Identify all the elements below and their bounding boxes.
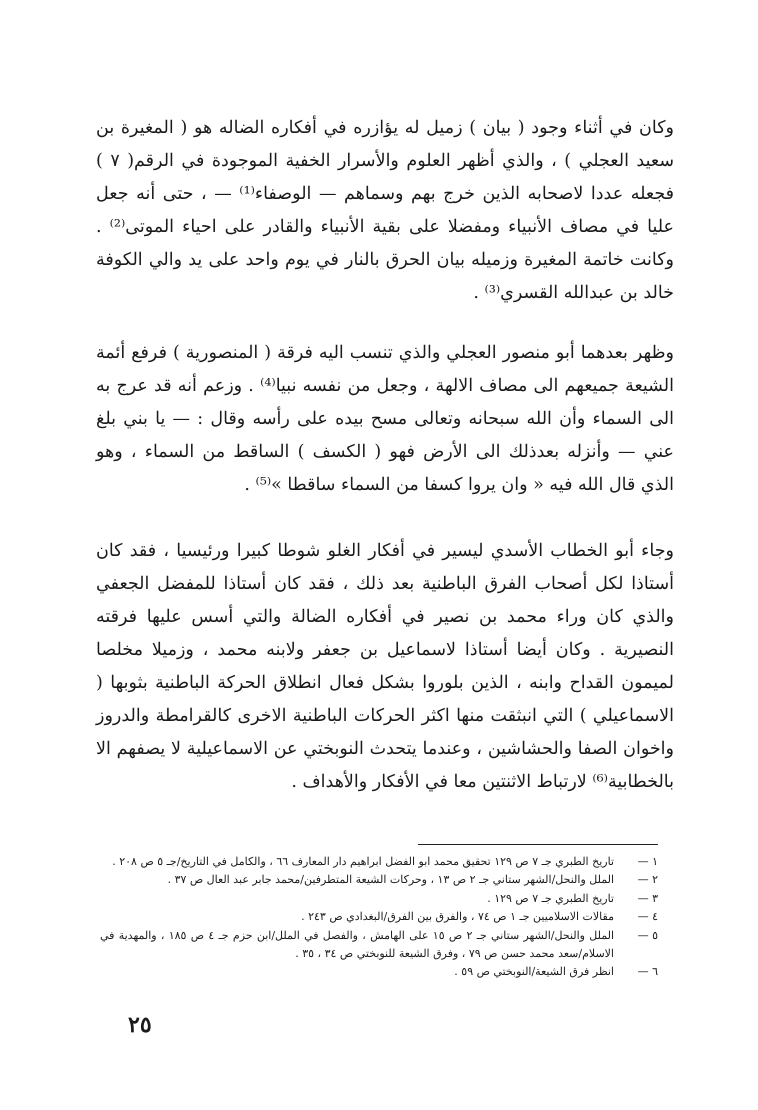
paragraph-abu-al-khattab (96, 535, 674, 799)
page-number: ٢٥ (128, 1012, 152, 1038)
footnote-text: تاريخ الطبري جـ ٧ ص ١٢٩ . (487, 891, 614, 905)
footnote-text: مقالات الاسلاميين جـ ١ ص ٧٤ ، والفرق بين الفرق/البغدادي ص ٢٤٣ . (301, 910, 614, 924)
footnote-item (100, 890, 658, 908)
footnote-number: ١ — (637, 855, 658, 868)
footnote-separator (418, 844, 658, 845)
footnote-text: الملل والنحل/الشهر ستاني جـ ٢ ص ١٥ على الهامش ، والفصل في الملل/ابن حزم جـ ٤ ص ١٨٥ ، والمهدية في الاسلام/سعد محمد حسن ص ٧٩ ، وفرق الشيعة للنوبختي ص ٣٤ ، ٣٥ . (100, 928, 615, 961)
paragraph-mughira (96, 112, 674, 310)
footnote-item (100, 927, 658, 964)
footnote-text: الملل والنحل/الشهر ستاني جـ ٢ ص ١٣ ، وحركات الشيعة المتطرفين/محمد جابر عبد العال ص ٣٧ . (167, 873, 614, 887)
footnote-number: ٢ — (637, 873, 658, 887)
footnote-number: ٦ — (637, 965, 658, 979)
footnote-item (100, 963, 658, 981)
footnote-item (100, 853, 658, 871)
paragraph-text: وظهر بعدهما أبو منصور العجلي والذي تنسب اليه فرقة ( المنصورية ) فرفع أئمة الشيعة جميعهم الى مصاف الالهة ، وجعل من نفسه نبيا⁽⁴⁾ . وزعم أنه قد عرج به الى السماء وأن الله سبحانه وتعالى مسح بيده على رأسه وقال : — يا بني بلغ عني — وأنزله بعدذلك الى الأرض فهو ( الكسف ) الساقط من السماء ، وهو الذي قال الله فيه « وان يروا كسفا من السماء ساقطا »⁽⁵⁾ . (96, 343, 674, 495)
paragraph-text: وكان في أثناء وجود ( بيان ) زميل له يؤازره في أفكاره الضاله هو ( المغيرة بن سعيد العجلي ) ، والذي أظهر العلوم والأسرار الخفية الموجودة في الرقم( ٧ ) فجعله عددا لاصحابه الذين خرج بهم وسماهم — الوصفاء⁽¹⁾ — ، حتى أنه جعل عليا في مصاف الأنبياء ومفضلا على بقية الأنبياء والقادر على احياء الموتى⁽²⁾ . وكانت خاتمة المغيرة وزميله بيان الحرق بالنار في يوم واحد على يد والي الكوفة خالد بن عبدالله القسري⁽³⁾ . (96, 118, 674, 303)
footnote-item (100, 908, 658, 926)
footnotes-list (100, 853, 658, 982)
footnote-text: تاريخ الطبري جـ ٧ ص ١٢٩ تحقيق محمد ابو الفضل ابراهيم دار المعارف ٦٦ ، والكامل في التاريخ/جـ ٥ ص ٢٠٨ . (112, 855, 614, 868)
paragraph-abu-mansur (96, 337, 674, 502)
footnote-text: انظر فرق الشيعة/النوبختي ص ٥٩ . (454, 965, 614, 979)
footnote-number: ٤ — (637, 910, 658, 924)
footnote-number: ٣ — (637, 891, 658, 905)
footnote-number: ٥ — (637, 928, 658, 942)
footnote-item (100, 871, 658, 889)
paragraph-text: وجاء أبو الخطاب الأسدي ليسير في أفكار الغلو شوطا كبيرا ورئيسيا ، فقد كان أستاذا لكل أصحاب الفرق الباطنية بعد ذلك ، فقد كان أستاذا للمفضل الجعفي والذي كان وراء محمد بن نصير في أفكاره الضالة والتي أسس عليها فرقته النصيرية . وكان أيضا أستاذا لاسماعيل بن جعفر ولابنه محمد ، وزميلا مخلصا لميمون القداح وابنه ، الذين بلوروا بشكل فعال انطلاق الحركة الباطنية بثوبها ( الاسماعيلي ) التي انبثقت منها اكثر الحركات الباطنية الاخرى كالقرامطة والدروز واخوان الصفا والحشاشين ، وعندما يتحدث النوبختي عن الاسماعيلية لا يصفهم الا بالخطابية⁽⁶⁾ لارتباط الاثنتين معا في الأفكار والأهداف . (96, 541, 674, 792)
